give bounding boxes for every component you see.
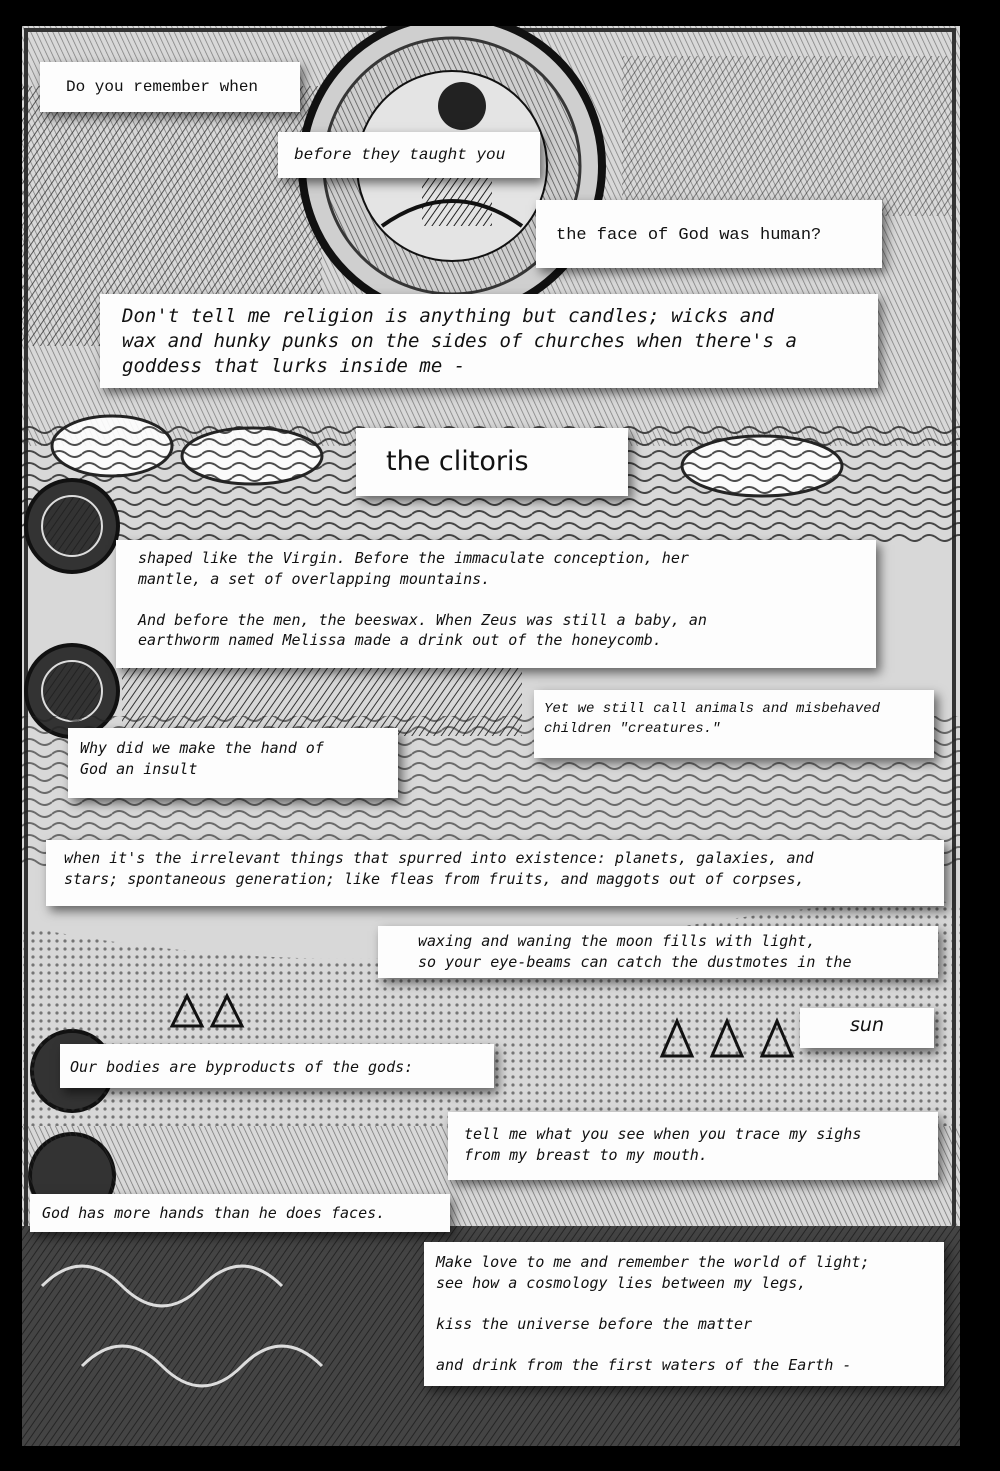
poem-line-13: tell me what you see when you trace my sighs from my breast to my mouth. (448, 1112, 938, 1180)
poem-line-8: Why did we make the hand of God an insult (68, 728, 398, 798)
poem-line-2: before they taught you (278, 132, 540, 178)
poem-line-5: the clitoris (356, 428, 628, 496)
collage-page (22, 26, 960, 1446)
poem-line-12: Our bodies are byproducts of the gods: (60, 1044, 494, 1088)
bottom-border (0, 1446, 1000, 1471)
poem-line-15: Make love to me and remember the world of light; see how a cosmology lies between my legs, kiss the universe before the matter and drink from the first waters of the Earth - (424, 1242, 944, 1386)
poem-line-6: shaped like the Virgin. Before the immaculate conception, her mantle, a set of overlapping mountains. And before the men, the beeswax. When Zeus was still a baby, an earthworm named Melissa made a drink out of the honeycomb. (116, 540, 876, 668)
poem-line-10: waxing and waning the moon fills with light, so your eye-beams can catch the dustmotes in the (378, 926, 938, 978)
poem-line-9: when it's the irrelevant things that spurred into existence: planets, galaxies, and stars; spontaneous generation; like fleas from fruits, and maggots out of corpses, (46, 840, 944, 906)
poem-line-11: sun (800, 1008, 934, 1048)
top-border (0, 0, 1000, 26)
poem-line-4: Don't tell me religion is anything but candles; wicks and wax and hunky punks on the sides of churches when there's a goddess that lurks inside me - (100, 294, 878, 388)
poem-line-7: Yet we still call animals and misbehaved children "creatures." (534, 690, 934, 758)
poem-line-1: Do you remember when (40, 62, 300, 112)
poem-line-3: the face of God was human? (536, 200, 882, 268)
poem-line-14: God has more hands than he does faces. (30, 1194, 450, 1232)
